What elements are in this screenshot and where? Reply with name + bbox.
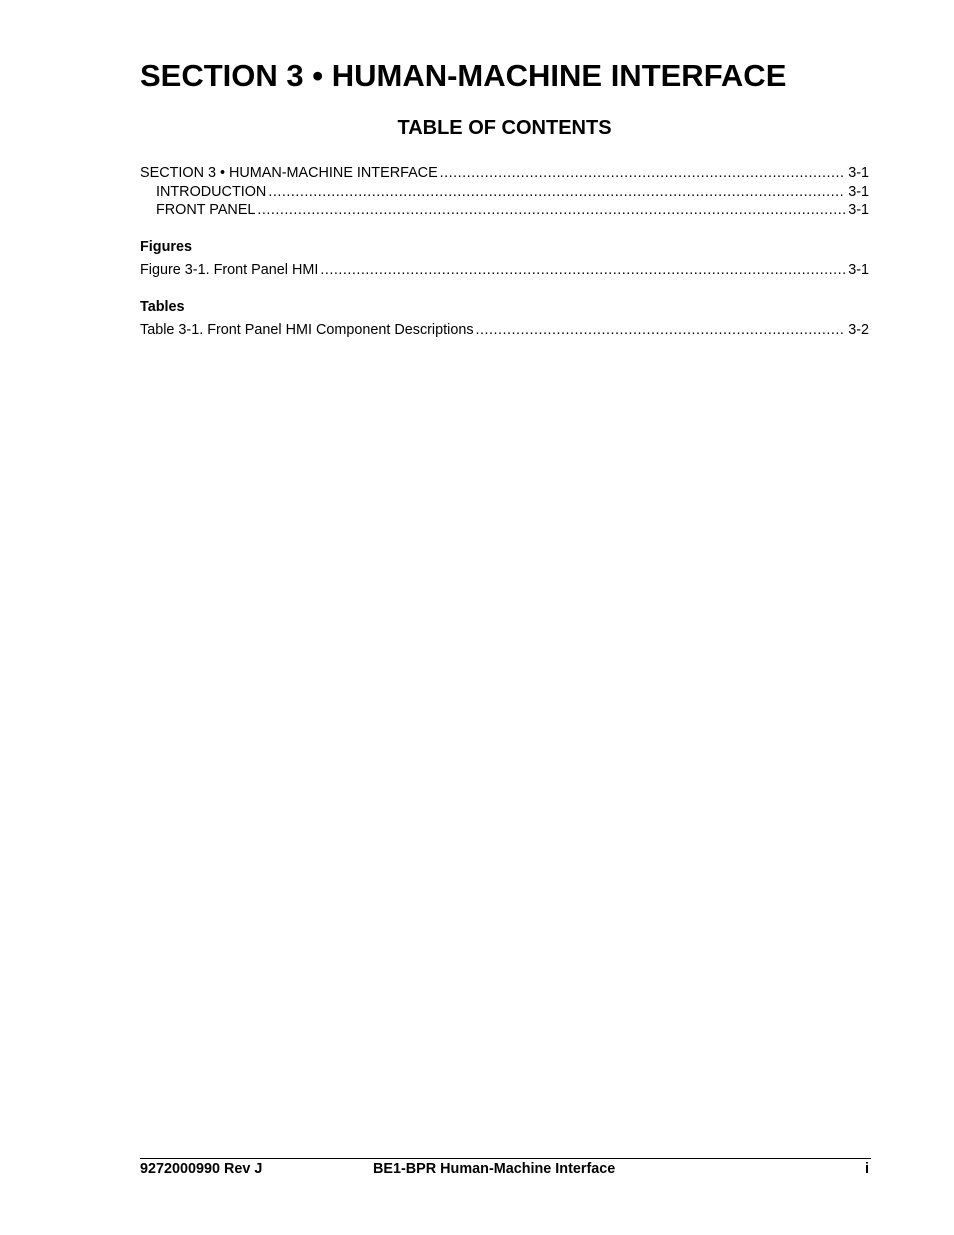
- figure-entry-page: 3-1: [848, 262, 869, 278]
- toc-entry-front-panel[interactable]: [140, 201, 869, 219]
- dot-leader: [476, 321, 846, 339]
- footer-page-number: i: [865, 1161, 869, 1177]
- footer-doc-number: 9272000990 Rev J: [140, 1161, 263, 1177]
- toc-heading: TABLE OF CONTENTS: [397, 117, 612, 139]
- toc-entry-text: INTRODUCTION: [156, 184, 267, 200]
- toc-entry-text: SECTION 3 • HUMAN-MACHINE INTERFACE: [140, 165, 438, 181]
- page-title: SECTION 3 • HUMAN-MACHINE INTERFACE: [140, 58, 787, 93]
- figures-heading: Figures: [140, 239, 192, 255]
- table-entry-text: Table 3-1. Front Panel HMI Component Descriptions: [140, 322, 474, 338]
- dot-leader: [257, 201, 845, 219]
- footer-divider: [140, 1158, 871, 1159]
- dot-leader: [440, 164, 846, 182]
- toc-entry-introduction[interactable]: [140, 183, 869, 201]
- toc-entry-page: 3-1: [848, 165, 869, 181]
- toc-entry-text: FRONT PANEL: [156, 202, 256, 218]
- table-entry-page: 3-2: [848, 322, 869, 338]
- toc-entry-page: 3-1: [848, 184, 869, 200]
- dot-leader: [268, 183, 845, 201]
- toc-entry-page: 3-1: [848, 202, 869, 218]
- tables-heading: Tables: [140, 299, 185, 315]
- dot-leader: [320, 261, 845, 279]
- toc-entry-section-3[interactable]: [140, 164, 869, 182]
- figure-entry-3-1[interactable]: [140, 261, 869, 279]
- footer-doc-title: BE1-BPR Human-Machine Interface: [373, 1161, 616, 1177]
- figure-entry-text: Figure 3-1. Front Panel HMI: [140, 262, 319, 278]
- table-entry-3-1[interactable]: [140, 321, 869, 339]
